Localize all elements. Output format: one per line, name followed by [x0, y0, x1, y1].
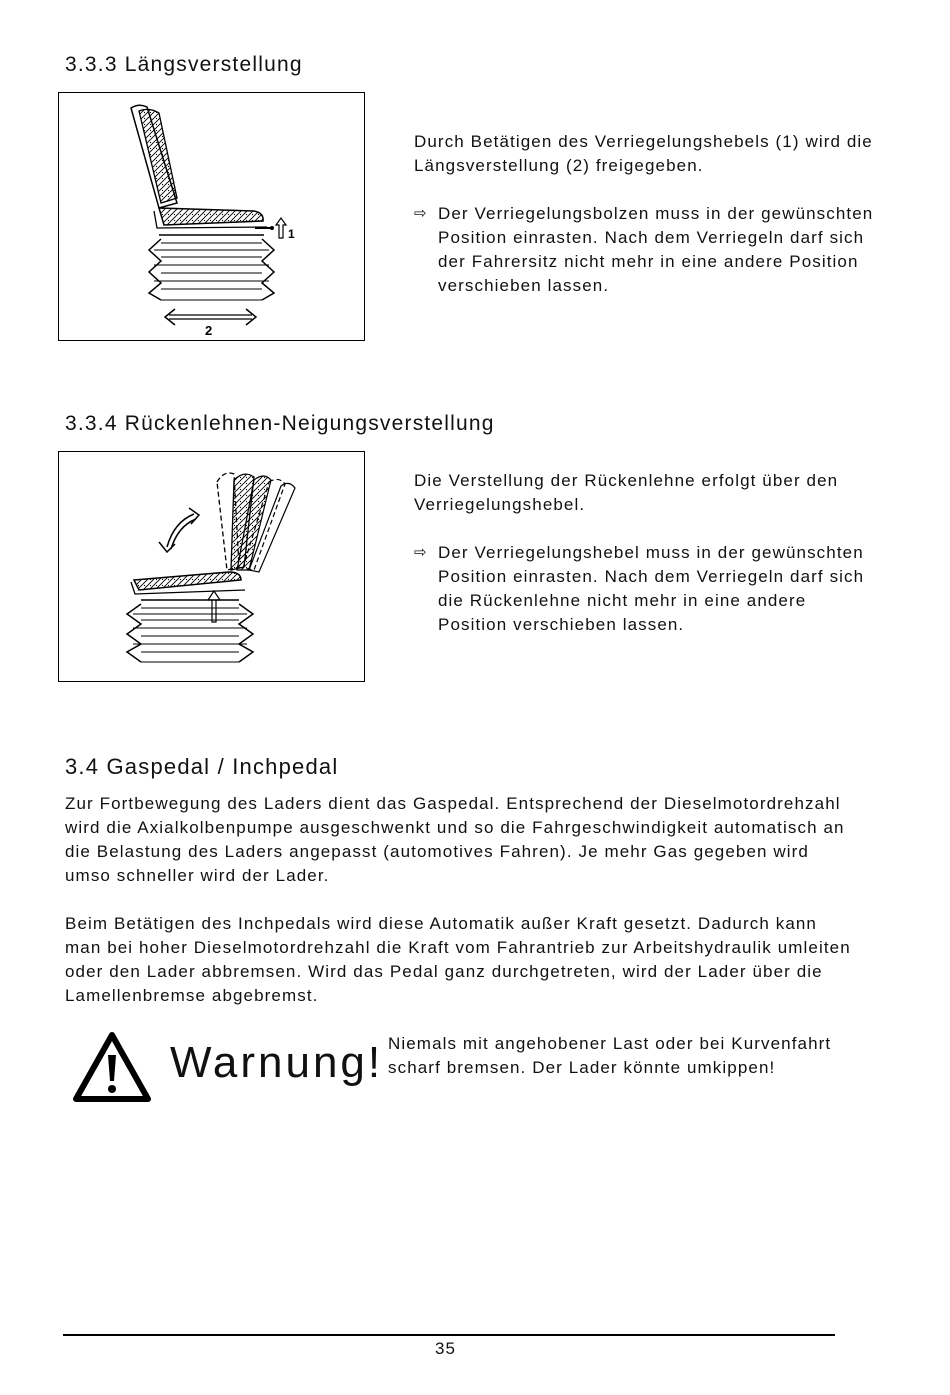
backrest-incline-figure	[58, 451, 365, 682]
label-2: 2	[205, 323, 213, 338]
hollow-right-arrow-icon: ⇨	[414, 544, 428, 561]
section-333-heading: 3.3.3 Längsverstellung	[65, 53, 303, 76]
page-number: 35	[435, 1339, 456, 1358]
warning-triangle-icon	[72, 1031, 152, 1103]
section-333-bullet-text: Der Verriegelungsbolzen muss in der gewünschten Position einrasten. Nach dem Verriegeln darf sich der Fahrersitz nicht mehr in eine andere Position verschieben lassen.	[438, 204, 874, 295]
hollow-right-arrow-icon: ⇨	[414, 205, 428, 222]
section-334-bullet-text: Der Verriegelungshebel muss in der gewünschten Position einrasten. Nach dem Verriegeln darf sich die Rückenlehne nicht mehr in eine andere Position verschieben lassen.	[438, 543, 865, 634]
warning-text: Niemals mit angehobener Last oder bei Kurvenfahrt scharf bremsen. Der Lader könnte umkippen!	[388, 1034, 832, 1077]
section-334-text	[414, 469, 874, 637]
backrest-incline-illustration	[59, 452, 364, 681]
section-334-heading: 3.3.4 Rückenlehnen-Neigungsverstellung	[65, 412, 495, 435]
section-333-bullet	[414, 202, 874, 298]
section-34-para-1: Zur Fortbewegung des Laders dient das Gaspedal. Entsprechend der Dieselmotordrehzahl wird die Axialkolbenpumpe ausgeschwenkt und so die Fahrgeschwindigkeit automatisch an die Belastung des Laders angepasst (automotives Fahren). Je mehr Gas gegeben wird umso schneller wird der Lader.	[65, 794, 845, 885]
seat-longitudinal-illustration	[59, 93, 364, 340]
section-334-bullet	[414, 541, 874, 637]
warning-word: Warnung!	[170, 1038, 384, 1087]
section-34-text	[65, 792, 855, 1008]
section-34-para-2: Beim Betätigen des Inchpedals wird diese Automatik außer Kraft gesetzt. Dadurch kann man bei hoher Dieselmotordrehzahl die Kraft vom Fahrantrieb zur Arbeitshydraulik umleiten oder den Lader abbremsen. Wird das Pedal ganz durchgetreten, wird der Lader über die Lamellenbremse abgebremst.	[65, 914, 851, 1005]
section-333-para: Durch Betätigen des Verriegelungshebels (1) wird die Längsverstellung (2) freigegeben.	[414, 132, 873, 175]
section-34-heading: 3.4 Gaspedal / Inchpedal	[65, 754, 339, 779]
footer-rule	[63, 1334, 835, 1336]
section-333-text	[414, 130, 874, 298]
seat-longitudinal-figure	[58, 92, 365, 341]
section-334-para: Die Verstellung der Rückenlehne erfolgt über den Verriegelungshebel.	[414, 471, 839, 514]
label-1: 1	[288, 227, 295, 241]
